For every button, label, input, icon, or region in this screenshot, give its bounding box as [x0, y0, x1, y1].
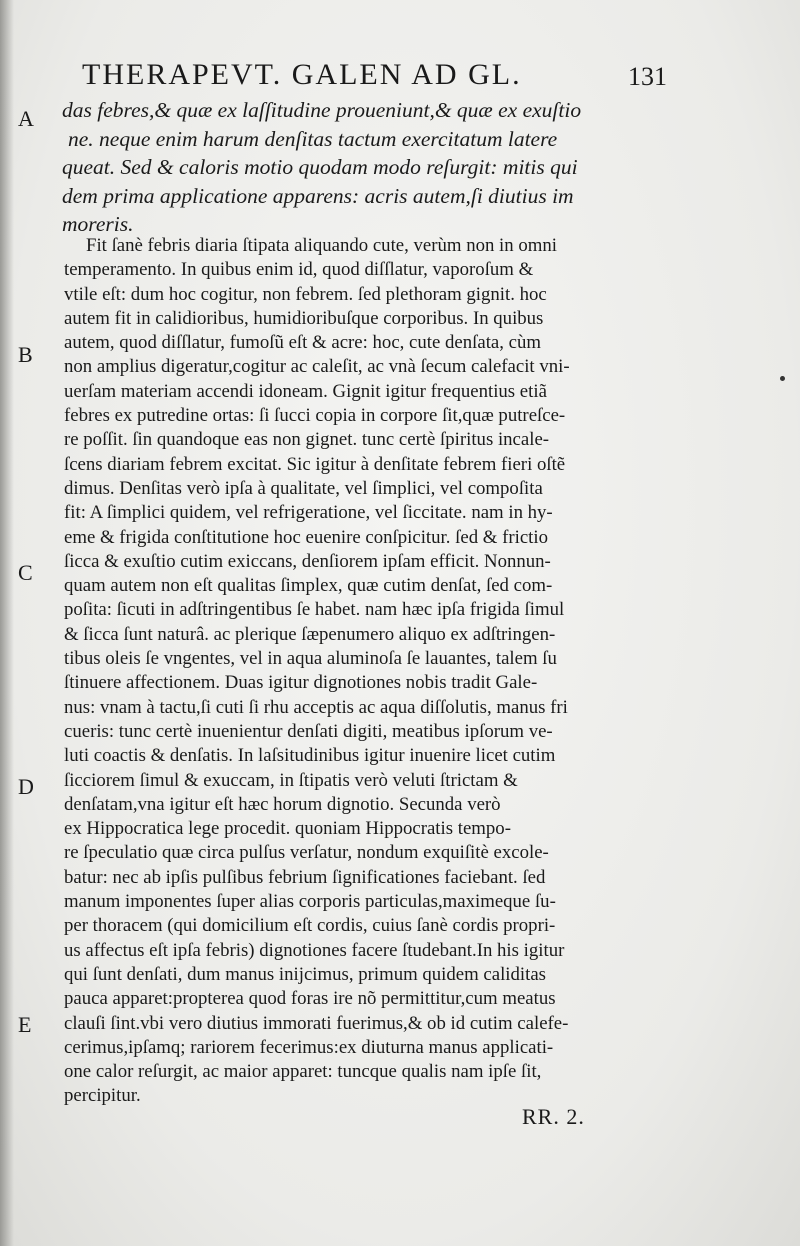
- text-line: eme & frigida conſtitutione hoc euenire conſpicitur. ſed & frictio: [64, 526, 548, 548]
- ink-spot: [780, 376, 785, 381]
- text-line: per thoracem (qui domicilium eſt cordis, cuius ſanè cordis propri-: [64, 915, 556, 937]
- text-line: uerſam materiam accendi idoneam. Gignit igitur frequentius etiã: [64, 380, 547, 402]
- text-line: one calor reſurgit, ac maior apparet: tuncque qualis nam ipſe ſit,: [64, 1061, 542, 1083]
- margin-letter-b: B: [18, 342, 33, 367]
- text-line: batur: nec ab ipſis pulſibus febrium ſignificationes faciebant. ſed: [64, 866, 546, 888]
- text-line: qui ſunt denſati, dum manus inijcimus, primum quidem caliditas: [64, 963, 546, 985]
- margin-letter-e: E: [18, 1012, 32, 1037]
- text-line: pauca apparet:propterea quod foras ire nõ permittitur,cum meatus: [64, 988, 556, 1010]
- text-line: ſtinuere affectionem. Duas igitur dignotiones nobis tradit Gale-: [64, 672, 538, 694]
- text-line: fit: A ſimplici quidem, vel refrigeratione, vel ſiccitate. nam in hy-: [64, 502, 553, 524]
- text-line: dimus. Denſitas verò ipſa à qualitate, vel ſimplici, vel compoſita: [64, 477, 543, 499]
- text-line: us affectus eſt ipſa febris) dignotiones facere ſtudebant.In his igitur: [64, 939, 565, 961]
- text-line: ex Hippocratica lege procedit. quoniam Hippocratis tempo-: [64, 818, 511, 840]
- margin-letter-a: A: [18, 106, 34, 131]
- text-line: cerimus,ipſamq; rariorem fecerimus:ex diuturna manus applicati-: [64, 1036, 554, 1058]
- gutter-shadow: [0, 0, 14, 1246]
- text-line: temperamento. In quibus enim id, quod diſſlatur, vaporoſum &: [64, 259, 534, 281]
- margin-letter-c: C: [18, 560, 33, 585]
- text-line: autem fit in calidioribus, humidioribuſque corporibus. In quibus: [64, 307, 544, 329]
- page-number: 131: [628, 62, 667, 91]
- text-line: re poſſit. ſin quandoque eas non gignet. tunc certè ſpiritus incale-: [64, 429, 550, 451]
- text-line: ſcens diariam febrem excitat. Sic igitur à denſitate febrem fieri oſtẽ: [64, 453, 566, 475]
- text-line: nus: vnam à tactu,ſi cuti ſi rhu acceptis ac aqua diſſolutis, manus fri: [64, 696, 568, 718]
- italic-quotation: [62, 96, 662, 239]
- italic-line: dem prima applicatione apparens: acris autem,ſi diutius im: [62, 183, 574, 208]
- catchword-signature: RR. 2.: [522, 1104, 585, 1129]
- text-line: & ſicca ſunt naturâ. ac plerique ſæpenumero aliquo ex adſtringen-: [64, 623, 556, 645]
- italic-line: ne. neque enim harum denſitas tactum exercitatum latere: [68, 126, 558, 151]
- text-line: febres ex putredine ortas: ſi ſucci copia in corpore ſit,quæ putreſce-: [64, 405, 566, 427]
- body-paragraph: [64, 234, 664, 1109]
- text-line: denſatam,vna igitur eſt hæc horum dignotio. Secunda verò: [64, 793, 501, 815]
- text-line: Fit ſanè febris diaria ſtipata aliquando cute, verùm non in omni: [86, 235, 557, 256]
- text-line: luti coactis & denſatis. In laſsitudinibus igitur inuenire licet cutim: [64, 745, 556, 767]
- text-line: poſita: ſicuti in adſtringentibus ſe habet. nam hæc ipſa frigida ſimul: [64, 599, 565, 621]
- text-line: quam autem non eſt qualitas ſimplex, quæ cutim denſat, ſed com-: [64, 575, 553, 597]
- text-line: non amplius digeratur,cogitur ac caleſit, ac vnà ſecum calefacit vni-: [64, 356, 570, 378]
- margin-letter-d: D: [18, 774, 34, 799]
- text-line: manum imponentes ſuper alias corporis particulas,maximeque ſu-: [64, 891, 556, 913]
- italic-line: queat. Sed & caloris motio quodam modo reſurgit: mitis qui: [62, 155, 578, 179]
- text-line: re ſpeculatio quæ circa pulſus verſatur, nondum exquiſitè excole-: [64, 842, 549, 864]
- italic-line: moreris.: [62, 212, 134, 236]
- text-line: clauſi ſint.vbi vero diutius immorati fuerimus,& ob id cutim calefe-: [64, 1012, 569, 1034]
- text-line: cueris: tunc certè inuenientur denſati digiti, meatibus ipſorum ve-: [64, 720, 553, 742]
- text-line: ſicciorem ſimul & exuccam, in ſtipatis verò veluti ſtrictam &: [64, 769, 518, 791]
- text-line: ſicca & exuſtio cutim exiccans, denſiorem ipſam efficit. Nonnun-: [64, 550, 551, 572]
- running-header: THERAPEVT. GALEN AD GL.: [82, 58, 522, 91]
- text-line: autem, quod diſſlatur, fumoſũ eſt & acre: hoc, cute denſata, cùm: [64, 332, 541, 354]
- italic-line: das febres,& quæ ex laſſitudine proueniunt,& quæ ex exuſtio: [62, 98, 582, 122]
- text-line: vtile eſt: dum hoc cogitur, non febrem. ſed plethoram gignit. hoc: [64, 283, 547, 305]
- text-line: tibus oleis ſe vngentes, vel in aqua aluminoſa ſe lauantes, talem ſu: [64, 648, 557, 670]
- text-line: percipitur.: [64, 1085, 141, 1107]
